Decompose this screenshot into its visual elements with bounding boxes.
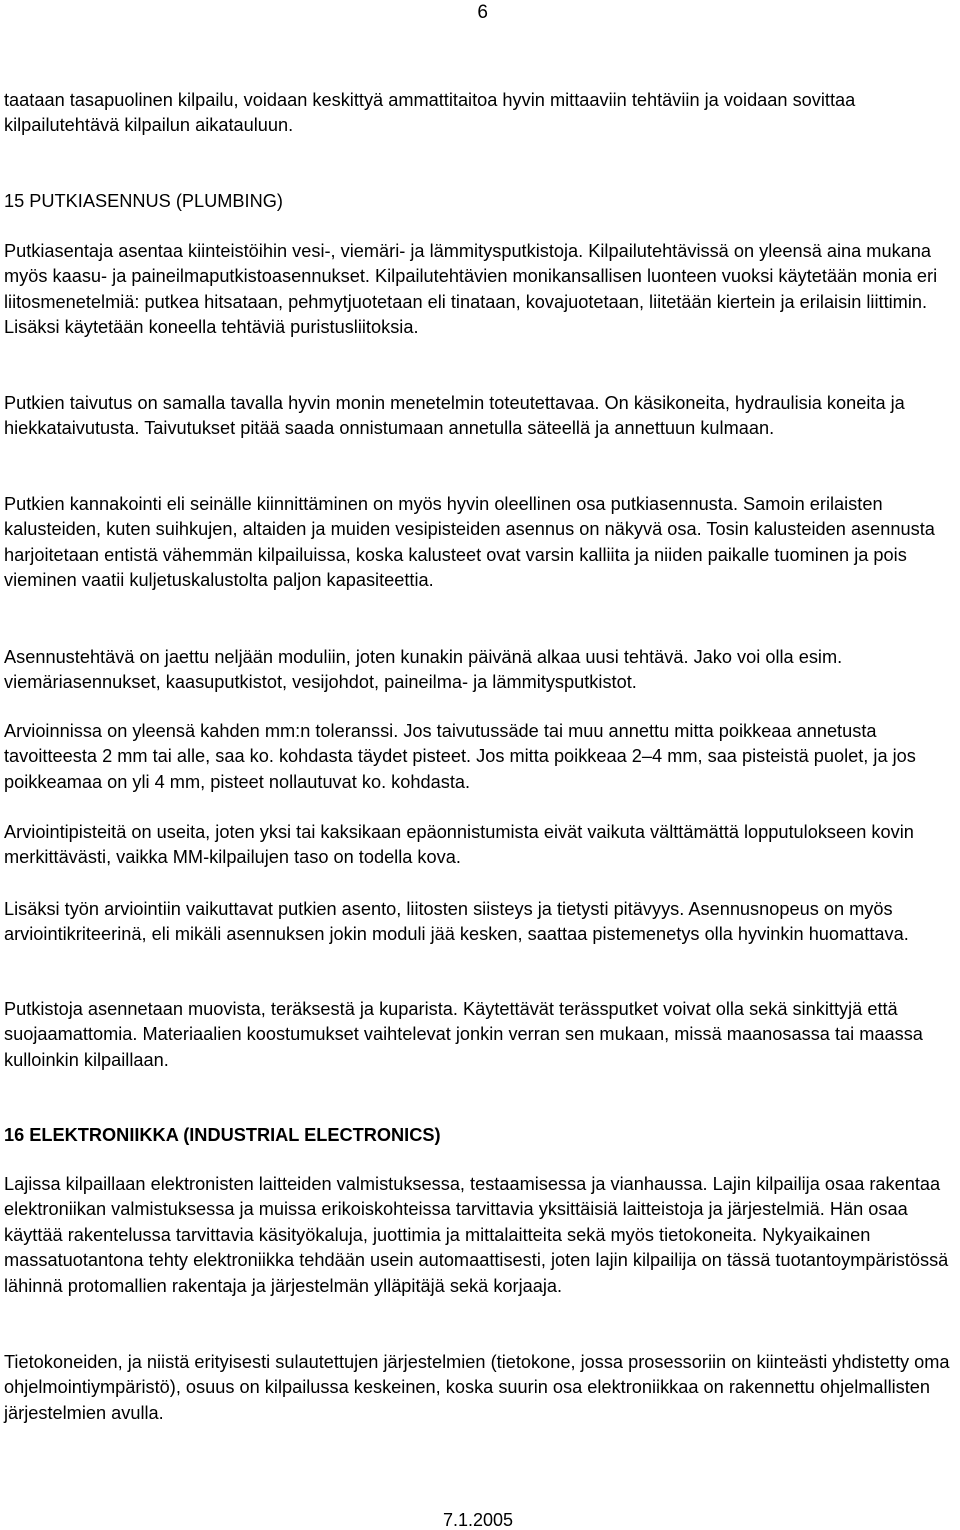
section-15-paragraph-8: Putkistoja asennetaan muovista, teräksestä ja kuparista. Käytettävät terässputket voivat olla sekä sinkittyjä että suojaamattomia. Materiaalien koostumukset vaihtelevat jonkin verran sen mukaan, missä maanosassa tai maassa kulloinkin kilpaillaan. <box>4 999 923 1070</box>
section-15-paragraph-2: Putkien taivutus on samalla tavalla hyvin monin menetelmin toteutettavaa. On käsikoneita, hydraulisia koneita ja hiekkataivutusta. Taivutukset pitää saada onnistumaan annetulla säteellä ja annettuun kulmaan. <box>4 393 905 439</box>
section-15-paragraph-1: Putkiasentaja asentaa kiinteistöihin vesi-, viemäri- ja lämmitysputkistoja. Kilpailutehtävissä on yleensä aina mukana myös kaasu- ja paineilmaputkistoasennukset. Kilpailutehtävien monikansallisen luonteen vuoksi käytetään monia eri liitosmenetelmiä: putkea hitsataan, pehmytjuotetaan eli tinataan, kovajuotetaan, liitetään kiertein ja erilaisin liittimin. Lisäksi käytetään koneella tehtäviä puristusliitoksia. <box>4 241 938 338</box>
section-15-paragraph-3: Putkien kannakointi eli seinälle kiinnittäminen on myös hyvin oleellinen osa putkiasennusta. Samoin erilaisten kalusteiden, kuten suihkujen, altaiden ja muiden vesipisteiden asennus on näkyvä osa. Tosin kalusteiden asennusta harjoitetaan entistä vähemmän kilpailuissa, koska kalusteet ovat varsin kalliita ja niiden paikalle tuominen ja pois vieminen vaatii kuljetuskalustolta paljon kapasiteettia. <box>4 494 935 591</box>
section-15-paragraph-6: Arviointipisteitä on useita, joten yksi tai kaksikaan epäonnistumista eivät vaikuta välttämättä lopputulokseen kovin merkittävästi, vaikka MM-kilpailujen taso on todella kova. <box>4 822 914 868</box>
section-16-paragraph-2: Tietokoneiden, ja niistä erityisesti sulautettujen järjestelmien (tietokone, jossa prosessoriin on kiinteästi yhdistetty oma ohjelmointiympäristö), osuus on kilpailussa keskeinen, koska suurin osa elektroniikkaa on rakennettu ohjelmallisten järjestelmien avulla. <box>4 1352 950 1423</box>
footer-date: 7.1.2005 <box>443 1510 514 1530</box>
section-15-paragraph-7: Lisäksi työn arviointiin vaikuttavat putkien asento, liitosten siisteys ja tietysti pitävyys. Asennusnopeus on myös arviointikriteerinä, eli mikäli asennuksen jokin moduli jää kesken, saattaa pistemenetys olla hyvinkin huomattava. <box>4 899 909 945</box>
page-number: 6 <box>477 2 488 23</box>
intro-paragraph: taataan tasapuolinen kilpailu, voidaan keskittyä ammattitaitoa hyvin mittaaviin tehtäviin ja voidaan sovittaa kilpailutehtävä kilpailun aikatauluun. <box>4 90 856 136</box>
section-16-heading: 16 ELEKTRONIIKKA (INDUSTRIAL ELECTRONICS) <box>4 1125 441 1145</box>
section-16-paragraph-1: Lajissa kilpaillaan elektronisten laitteiden valmistuksessa, testaamisessa ja vianhaussa. Lajin kilpailija osaa rakentaa elektroniikan valmistuksessa ja muissa erikoiskohteissa tarvittavia yksittäisiä laitteistoja ja järjestelmiä. Hän osaa käyttää rakentelussa tarvittavia käsityökaluja, juottimia ja mittalaitteita sekä myös tietokoneita. Nykyaikainen massatuotantona tehty elektroniikka tehdään usein automaattisesti, joten lajin kilpailija on tässä tuotantoympäristössä lähinnä protomallien rakentaja ja järjestelmän ylläpitäjä sekä korjaaja. <box>4 1174 949 1296</box>
section-15-heading: 15 PUTKIASENNUS (PLUMBING) <box>4 191 283 211</box>
section-15-paragraph-5: Arvioinnissa on yleensä kahden mm:n toleranssi. Jos taivutussäde tai muu annettu mitta poikkeaa annetusta tavoitteesta 2 mm tai alle, saa ko. kohdasta täydet pisteet. Jos mitta poikkeaa 2–4 mm, saa pisteistä puolet, ja jos poikkeamaa on yli 4 mm, pisteet nollautuvat ko. kohdasta. <box>4 721 916 792</box>
section-15-paragraph-4: Asennustehtävä on jaettu neljään moduliin, joten kunakin päivänä alkaa uusi tehtävä. Jako voi olla esim. viemäriasennukset, kaasuputkistot, vesijohdot, paineilma- ja lämmitysputkistot. <box>4 647 843 693</box>
